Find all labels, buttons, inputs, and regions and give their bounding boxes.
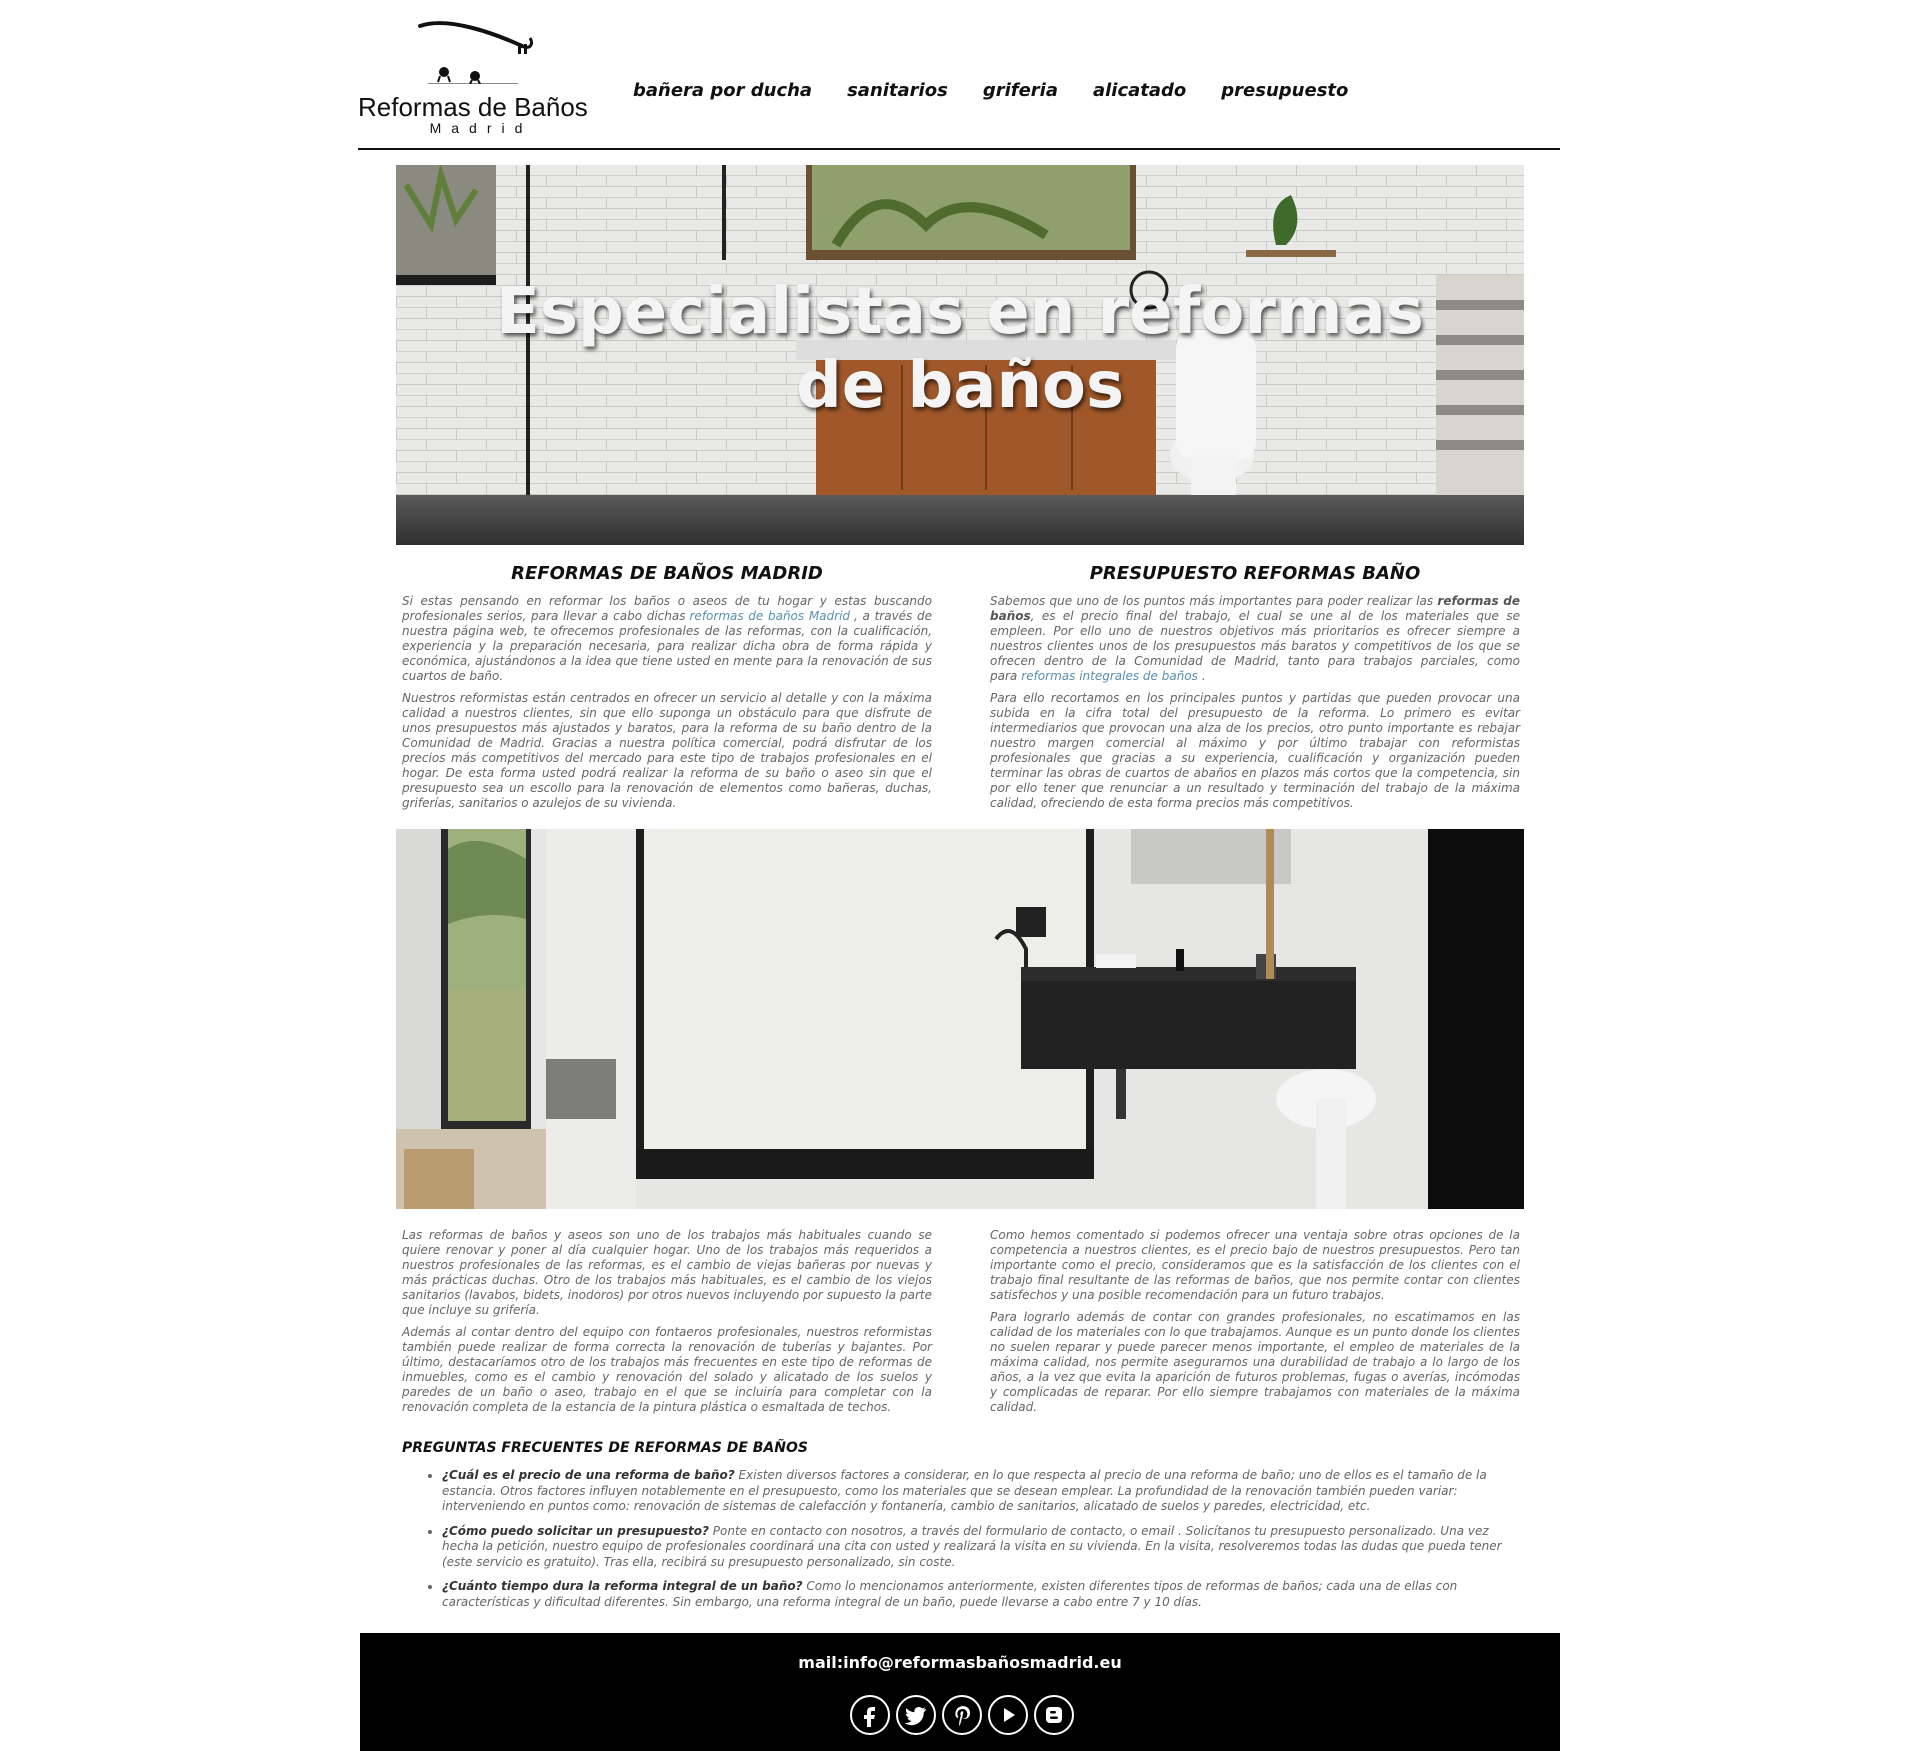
section-paragraph: Las reformas de baños y aseos son uno de los trabajos más habituales cuando se quiere renovar y poner al día cualquier hogar. Uno de los trabajos más requeridos a nuestros profesionales de las reformas, es el cambio de viejas bañeras por nuevas y más prácticas duchas. Otro de los trabajos más habituales, es el cambio de los viejos sanitarios (lavabos, bidets, inodoros) por otros nuevos incluyendo por supuesto la parte que incluye su grifería. bbox=[402, 1228, 932, 1317]
nav-item-sanitarios[interactable]: sanitarios bbox=[847, 80, 948, 101]
faq-item bbox=[442, 1579, 1522, 1610]
youtube-icon[interactable] bbox=[988, 1695, 1028, 1735]
nav-item-presupuesto[interactable]: presupuesto bbox=[1221, 80, 1349, 101]
faq-answer: Existen diversos factores a considerar, en lo que respecta al precio de una reforma de baño; uno de ellos es el tamaño de la estancia. Otros factores influyen notablemente en el presupuesto, como los materiales que se desean emplear. La profundidad de la renovación también pueden variar: interveniendo en puntos como: renovación de sistemas de calefacción y fontanería, cambio de sanitarios, alicatado de suelos y paredes, electricidad, etc. bbox=[442, 1468, 1487, 1513]
blogger-icon[interactable] bbox=[1034, 1695, 1074, 1735]
paragraph-text: . bbox=[1201, 669, 1206, 683]
nav-item-banera-por-ducha[interactable]: bañera por ducha bbox=[633, 80, 813, 101]
faq-heading: PREGUNTAS FRECUENTES DE REFORMAS DE BAÑOS bbox=[402, 1440, 808, 1456]
section-paragraph bbox=[990, 594, 1520, 684]
section-paragraph: Nuestros reformistas están centrados en ofrecer un servicio al detalle y con la máxima calidad a nuestros clientes, sin que ello suponga un obstáculo para que disfrute de unos presupuestos más ajustados y baratos, para la reforma de su baño dentro de la Comunidad de Madrid. Gracias a nuestra política comercial, podrá disfrutar de los precios más competitivos del mercado para este tipo de trabajos profesionales en el hogar. De esta forma usted podrá realizar la reforma de su baño o aseo sin que el presupuesto sea un escollo para la renovación de elementos como bañeras, duchas, griferías, sanitarios o azulejos de su vivienda. bbox=[402, 691, 932, 810]
section-paragraph: Como hemos comentado si podemos ofrecer una ventaja sobre otras opciones de la competencia a nuestros clientes, es el precio bajo de nuestros presupuestos. Pero tan importante como el precio, consideramos que es la satisfacción de los clientes con el trabajo final resultante de las reformas de baños, que nos permite contar con clientes satisfechos y una posible recomendación para un futuro trabajos. bbox=[990, 1228, 1520, 1302]
faq-list bbox=[402, 1468, 1522, 1610]
paragraph-text: Sabemos que uno de los puntos más importantes para poder realizar las bbox=[990, 594, 1434, 608]
nav-item-griferia[interactable]: griferia bbox=[982, 80, 1058, 101]
nav-item-alicatado[interactable]: alicatado bbox=[1092, 80, 1187, 101]
section-heading: PRESUPUESTO REFORMAS BAÑO bbox=[1089, 563, 1421, 584]
social-links bbox=[850, 1695, 1074, 1735]
header-divider bbox=[358, 148, 1560, 150]
section-heading: REFORMAS DE BAÑOS MADRID bbox=[511, 563, 823, 584]
hero-title-line2: de baños bbox=[795, 349, 1125, 423]
faq-item bbox=[442, 1524, 1522, 1571]
bathroom-photo bbox=[396, 829, 1524, 1209]
link-reformas-banos-madrid[interactable]: reformas de baños Madrid bbox=[689, 609, 851, 623]
logo-graphic-icon bbox=[418, 20, 538, 84]
logo-title: Reformas de Baños bbox=[358, 92, 588, 122]
footer-email[interactable]: mail:info@reformasbañosmadrid.eu bbox=[798, 1653, 1122, 1672]
section-reformas-madrid bbox=[402, 563, 932, 818]
main-nav bbox=[633, 80, 1348, 101]
faq-question: ¿Cuánto tiempo dura la reforma integral de un baño? bbox=[442, 1579, 803, 1593]
faq-item bbox=[442, 1468, 1522, 1515]
facebook-icon[interactable] bbox=[850, 1695, 890, 1735]
link-reformas-integrales[interactable]: reformas integrales de baños bbox=[1021, 669, 1198, 683]
section-paragraph: Para lograrlo además de contar con grandes profesionales, no escatimamos en las calidad de los materiales con lo que trabajamos. Aunque es un punto donde los clientes no suelen reparar y puede parecer menos importante, el empleo de materiales de la máxima calidad, nos permite asegurarnos una durabilidad de trabajo a lo largo de los años, a la vez que evita la aparición de futuros problemas, fugas o averías, incómodas y complicadas de reparar. Por ello siempre trabajamos con materiales de la máxima calidad. bbox=[990, 1310, 1520, 1414]
section-trabajos bbox=[402, 1228, 932, 1422]
section-paragraph: Además al contar dentro del equipo con fontaeros profesionales, nuestros reformistas también puede realizar de forma correcta la renovación de tuberías y bajantes. Por último, destacaríamos otro de los trabajos más frecuentes en este tipo de reformas de inmuebles, como es el cambio y renovación del solado y alicatado de los suelos y paredes de un baño o aseo, trabajo en el que se incluiría para completar con la renovación completa de la estancia de la pintura plástica o esmaltada de techos. bbox=[402, 1325, 932, 1414]
logo[interactable] bbox=[358, 16, 604, 138]
paragraph-text: , es el precio final del trabajo, el cual se une al de los materiales que se empleen. Por ello uno de nuestros objetivos más prioritarios es ofrecer siempre a nuestros clientes unos de los presupuestos más baratos y competitivos de los que se ofrecen dentro de la Comunidad de Madrid, tanto para trabajos parciales, como para bbox=[990, 609, 1520, 683]
twitter-icon[interactable] bbox=[896, 1695, 936, 1735]
site-footer bbox=[360, 1633, 1560, 1751]
logo-subtitle: Madrid bbox=[429, 120, 533, 136]
paragraph-text: , a través de nuestra página web, te ofrecemos profesionales de las reformas, con la cualificación, experiencia y la preparación necesaria, para realizar dicha obra de forma rápida y económica, ajustándonos a la idea que tiene usted en mente para la renovación de sus cuartos de baño. bbox=[402, 609, 932, 683]
hero-title-line1: Especialistas en reformas bbox=[496, 275, 1424, 349]
section-presupuesto bbox=[990, 563, 1520, 818]
faq-answer: Como lo mencionamos anteriormente, existen diferentes tipos de reformas de baños; cada una de ellas con características y dificultad diferentes. Sin embargo, una reforma integral de un baño, puede llevarse a cabo entre 7 y 10 días. bbox=[442, 1579, 1458, 1609]
faq-section bbox=[402, 1440, 1522, 1619]
bold-text: reformas de baños bbox=[990, 594, 1520, 623]
paragraph-text: Si estas pensando en reformar los baños o aseos de tu hogar y estas buscando profesionales serios, para llevar a cabo dichas bbox=[402, 594, 932, 623]
hero-title bbox=[396, 275, 1524, 423]
section-calidad bbox=[990, 1228, 1520, 1422]
section-paragraph: Para ello recortamos en los principales puntos y partidas que pueden provocar una subida en la cifra total del presupuesto de la reforma. Lo primero es evitar intermediarios que provocan una alza de los precios, otro punto importante es rebajar nuestro margen comercial al máximo y por último trabajar con reformistas profesionales que gracias a su experiencia, cualificación y organización pueden terminar las obras de cuartos de abaños en plazos más cortos que la competencia, sin por ello tener que renunciar a un resultado y terminación del trabajo de la máxima calidad, ofreciendo de esta forma precios más competitivos. bbox=[990, 691, 1520, 810]
section-paragraph bbox=[402, 594, 932, 684]
faq-question: ¿Cómo puedo solicitar un presupuesto? bbox=[442, 1523, 709, 1538]
pinterest-icon[interactable] bbox=[942, 1695, 982, 1735]
bathroom-image bbox=[396, 829, 1524, 1209]
faq-question: ¿Cuál es el precio de una reforma de baño? bbox=[442, 1468, 735, 1482]
faq-answer: Ponte en contacto con nosotros, a través del formulario de contacto, o email . Solicítanos tu presupuesto personalizado. Una vez hecha la petición, nuestro equipo de profesionales coordinará una cita con usted y realizará la visita en su vivienda. En la visita, resolveremos todas las dudas que pueda tener (este servicio es gratuito). Tras ella, recibirá su presupuesto personalizado, sin coste. bbox=[442, 1523, 1502, 1569]
site-header bbox=[358, 14, 1560, 150]
hero-banner bbox=[396, 165, 1524, 545]
